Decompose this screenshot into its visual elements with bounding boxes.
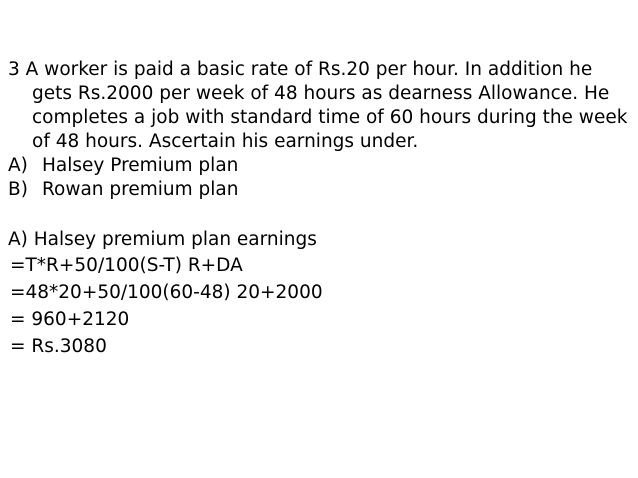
solution-step-result: = Rs.3080 <box>10 336 107 357</box>
option-a <box>8 154 628 178</box>
option-a-letter: A) <box>8 155 28 176</box>
solution-heading: A) Halsey premium plan earnings <box>8 229 317 250</box>
solution-step-sum: = 960+2120 <box>10 309 130 330</box>
option-b-label: Rowan premium plan <box>42 179 239 200</box>
option-b-letter: B) <box>8 179 28 200</box>
solution-step-formula: =T*R+50/100(S-T) R+DA <box>10 255 243 276</box>
slide-content <box>8 58 628 360</box>
option-b <box>8 178 628 202</box>
question-text: 3 A worker is paid a basic rate of Rs.20 per hour. In addition he gets Rs.2000 per week of 48 hours as dearness Allowance. He completes a job with standard time of 60 hours during the week of 48 hours. Ascertain his earnings under. <box>8 59 628 152</box>
solution-step-substitution: =48*20+50/100(60-48) 20+2000 <box>10 282 323 303</box>
spacer <box>8 202 628 228</box>
option-a-label: Halsey Premium plan <box>42 155 239 176</box>
